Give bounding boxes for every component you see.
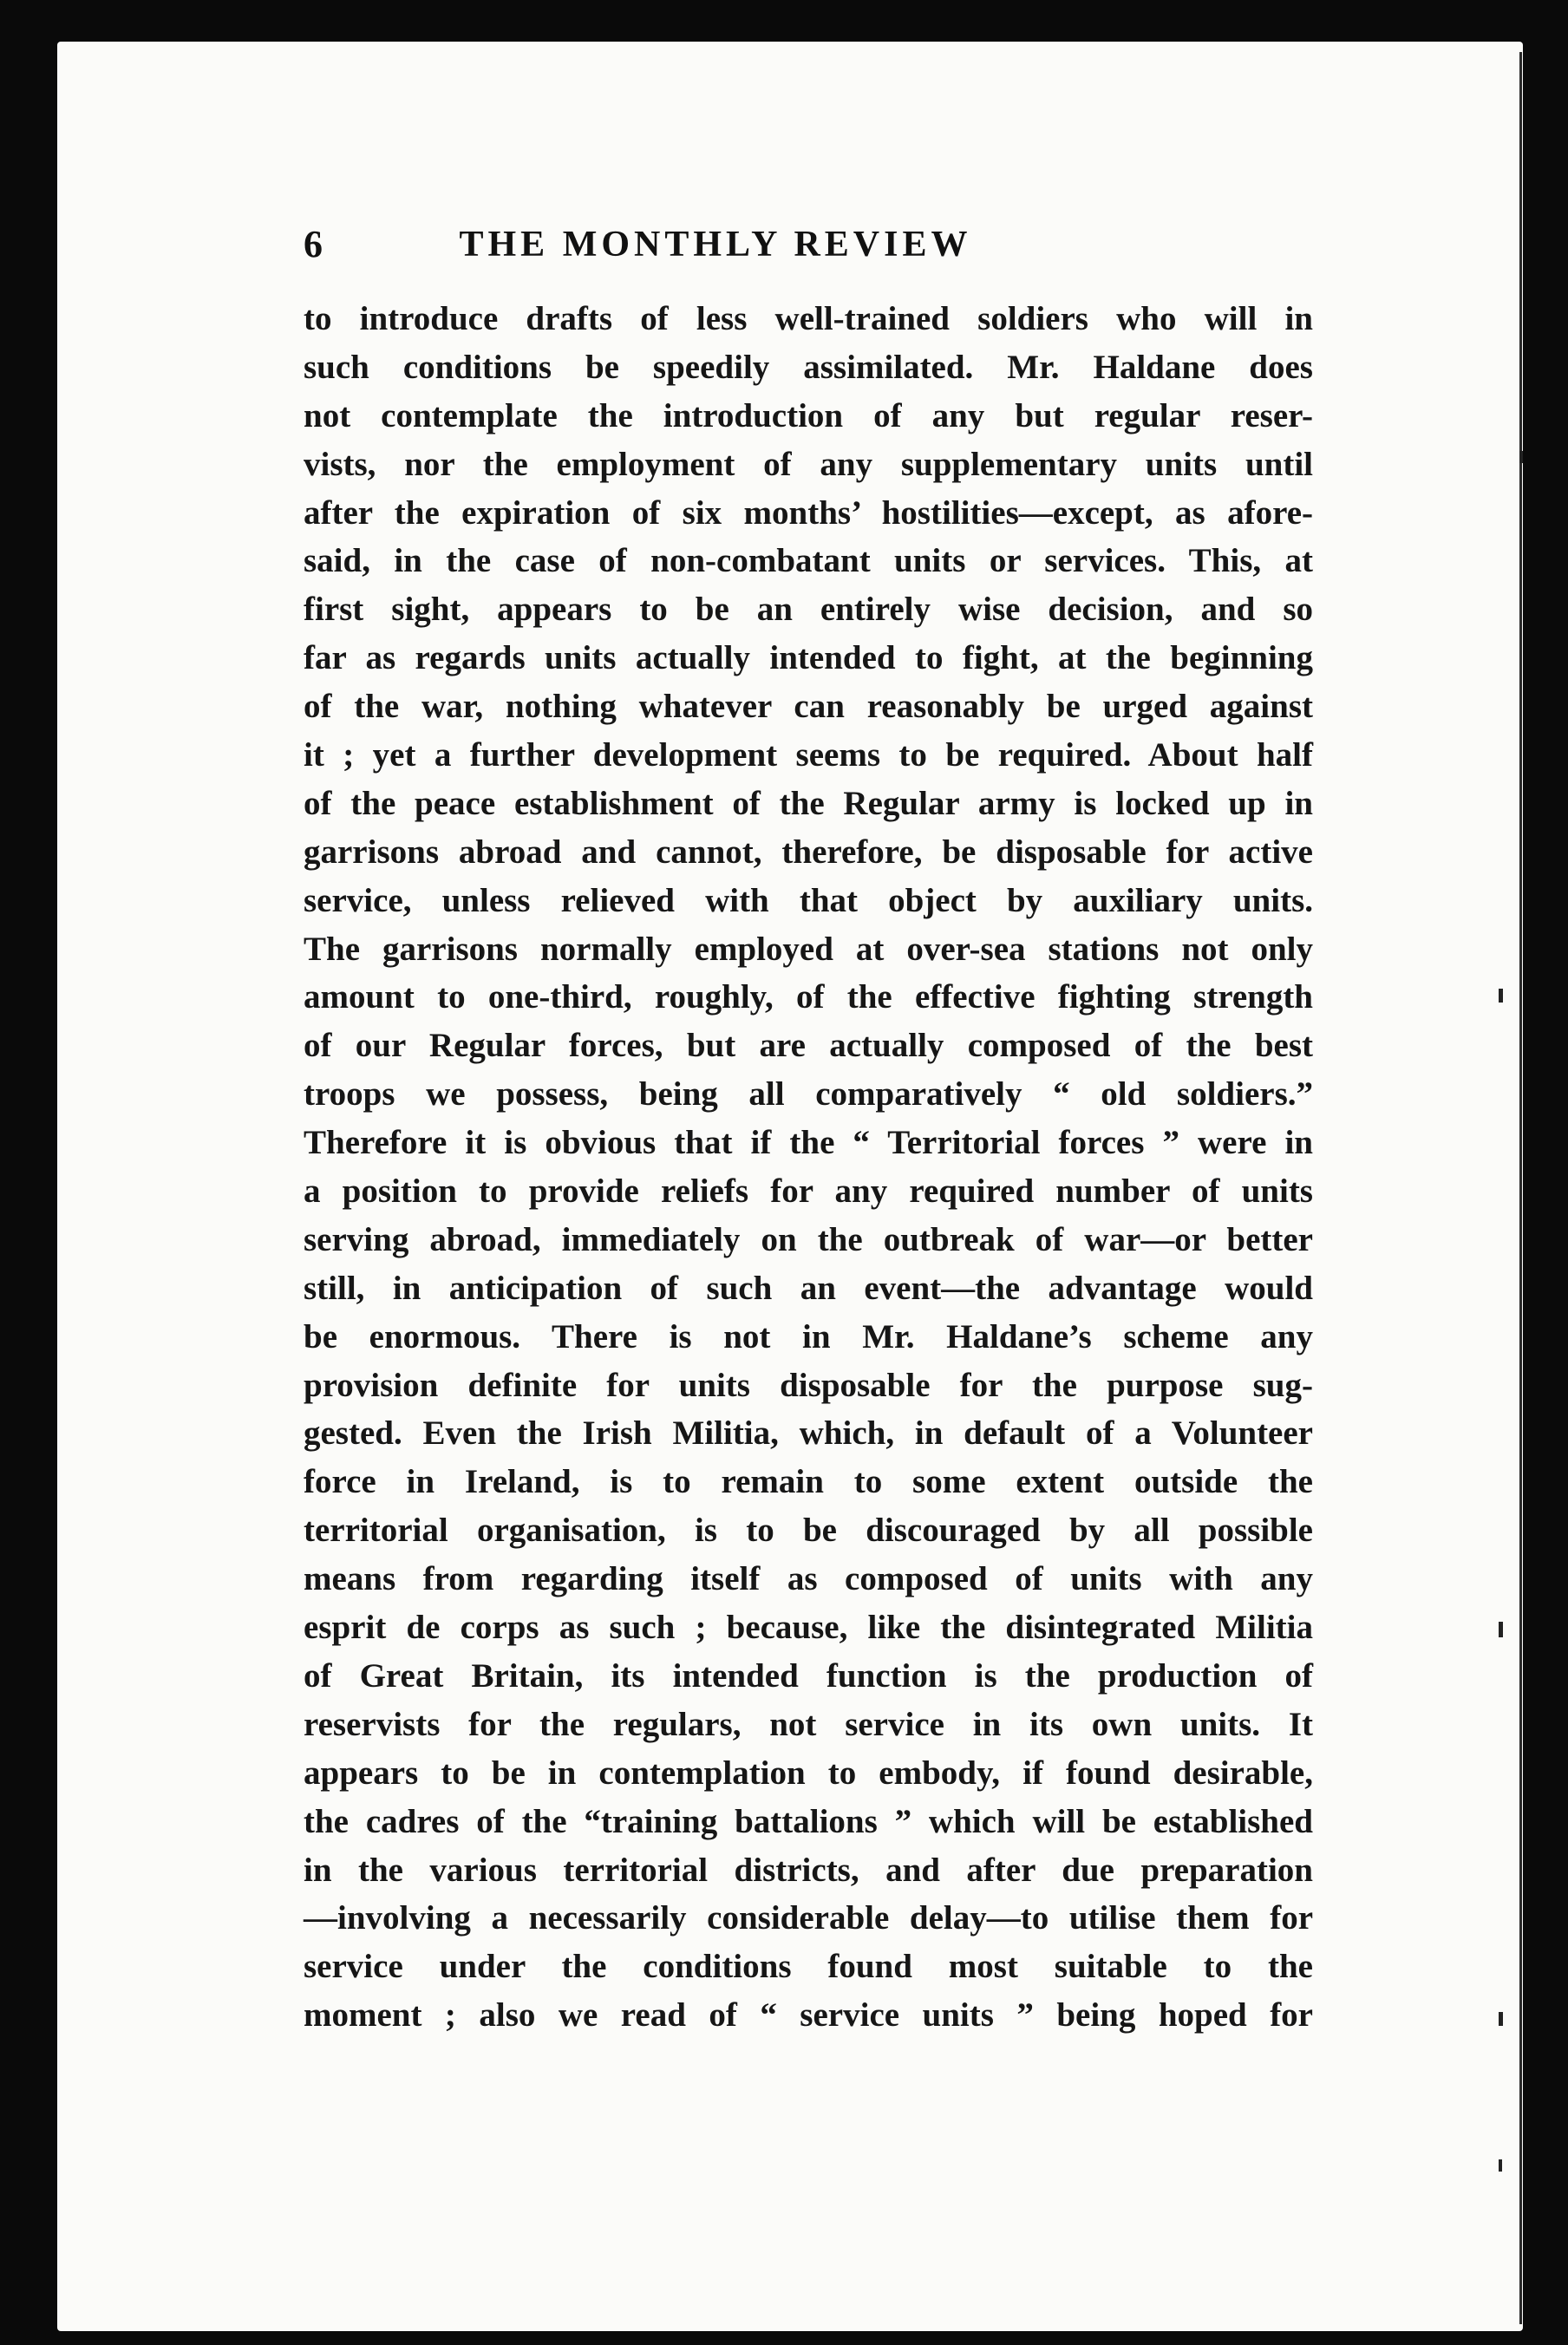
text-line: amount to one-third, roughly, of the effective fighting strength [304,978,1313,1016]
text-line: after the expiration of six months’ hostilities—except, as afore- [304,493,1313,532]
text-line: gested. Even the Irish Militia, which, in default of a Volunteer [304,1414,1313,1453]
text-line: of the peace establishment of the Regular army is locked up in [304,784,1313,822]
text-line: the cadres of the “training battalions ” which will be established [304,1802,1313,1840]
scan-speck [1499,2159,1502,2172]
page-header [304,217,1127,278]
text-line: means from regarding itself as composed of units with any [304,1560,1313,1598]
text-line: of Great Britain, its intended function is the production of [304,1656,1313,1695]
text-line: garrisons abroad and cannot, therefore, be disposable for active [304,833,1313,871]
text-line: vists, nor the employment of any supplementary units until [304,445,1313,483]
text-line: first sight, appears to be an entirely wise decision, and so [304,591,1313,629]
text-line: not contemplate the introduction of any but regular reser- [304,396,1313,434]
text-line: serving abroad, immediately on the outbreak of war—or better [304,1220,1313,1258]
text-line: provision definite for units disposable for the purpose sug- [304,1366,1313,1404]
text-line: a position to provide reliefs for any required number of units [304,1172,1313,1211]
scan-speck [1499,2012,1503,2026]
text-line: service, unless relieved with that object by auxiliary units. [304,881,1313,919]
text-line: troops we possess, being all comparatively “ old soldiers.” [304,1075,1313,1114]
text-line: said, in the case of non-combatant units or services. This, at [304,542,1313,580]
text-line: reservists for the regulars, not service in its own units. It [304,1705,1313,1743]
text-line: still, in anticipation of such an event—the advantage would [304,1269,1313,1307]
text-line: esprit de corps as such ; because, like the disintegrated Militia [304,1609,1313,1647]
text-line: The garrisons normally employed at over-sea stations not only [304,930,1313,968]
text-line: in the various territorial districts, and after due preparation [304,1851,1313,1889]
text-line: moment ; also we read of “ service units ” being hoped for [304,1996,1313,2035]
text-line: of our Regular forces, but are actually composed of the best [304,1027,1313,1065]
text-line: Therefore it is obvious that if the “ Territorial forces ” were in [304,1124,1313,1162]
page-edge [1519,52,1522,2324]
page-number: 6 [304,223,323,265]
text-line: of the war, nothing whatever can reasonably be urged against [304,688,1313,726]
text-line: force in Ireland, is to remain to some extent outside the [304,1463,1313,1501]
text-line: appears to be in contemplation to embody, if found desirable, [304,1754,1313,1792]
text-line: it ; yet a further development seems to be required. About half [304,736,1313,774]
scan-speck [1519,451,1523,463]
text-line: territorial organisation, is to be discouraged by all possible [304,1512,1313,1550]
text-line: far as regards units actually intended to fight, at the beginning [304,639,1313,677]
text-line: be enormous. There is not in Mr. Haldane’s scheme any [304,1317,1313,1355]
text-line: such conditions be speedily assimilated. Mr. Haldane does [304,348,1313,386]
text-line: service under the conditions found most suitable to the [304,1948,1313,1986]
text-line: —involving a necessarily considerable delay—to utilise them for [304,1899,1313,1937]
scan-speck [1499,1622,1503,1637]
scan-speck [1499,989,1503,1003]
running-title: THE MONTHLY REVIEW [459,225,972,265]
text-line: to introduce drafts of less well-trained soldiers who will in [304,300,1313,337]
body-text [304,295,1313,2040]
